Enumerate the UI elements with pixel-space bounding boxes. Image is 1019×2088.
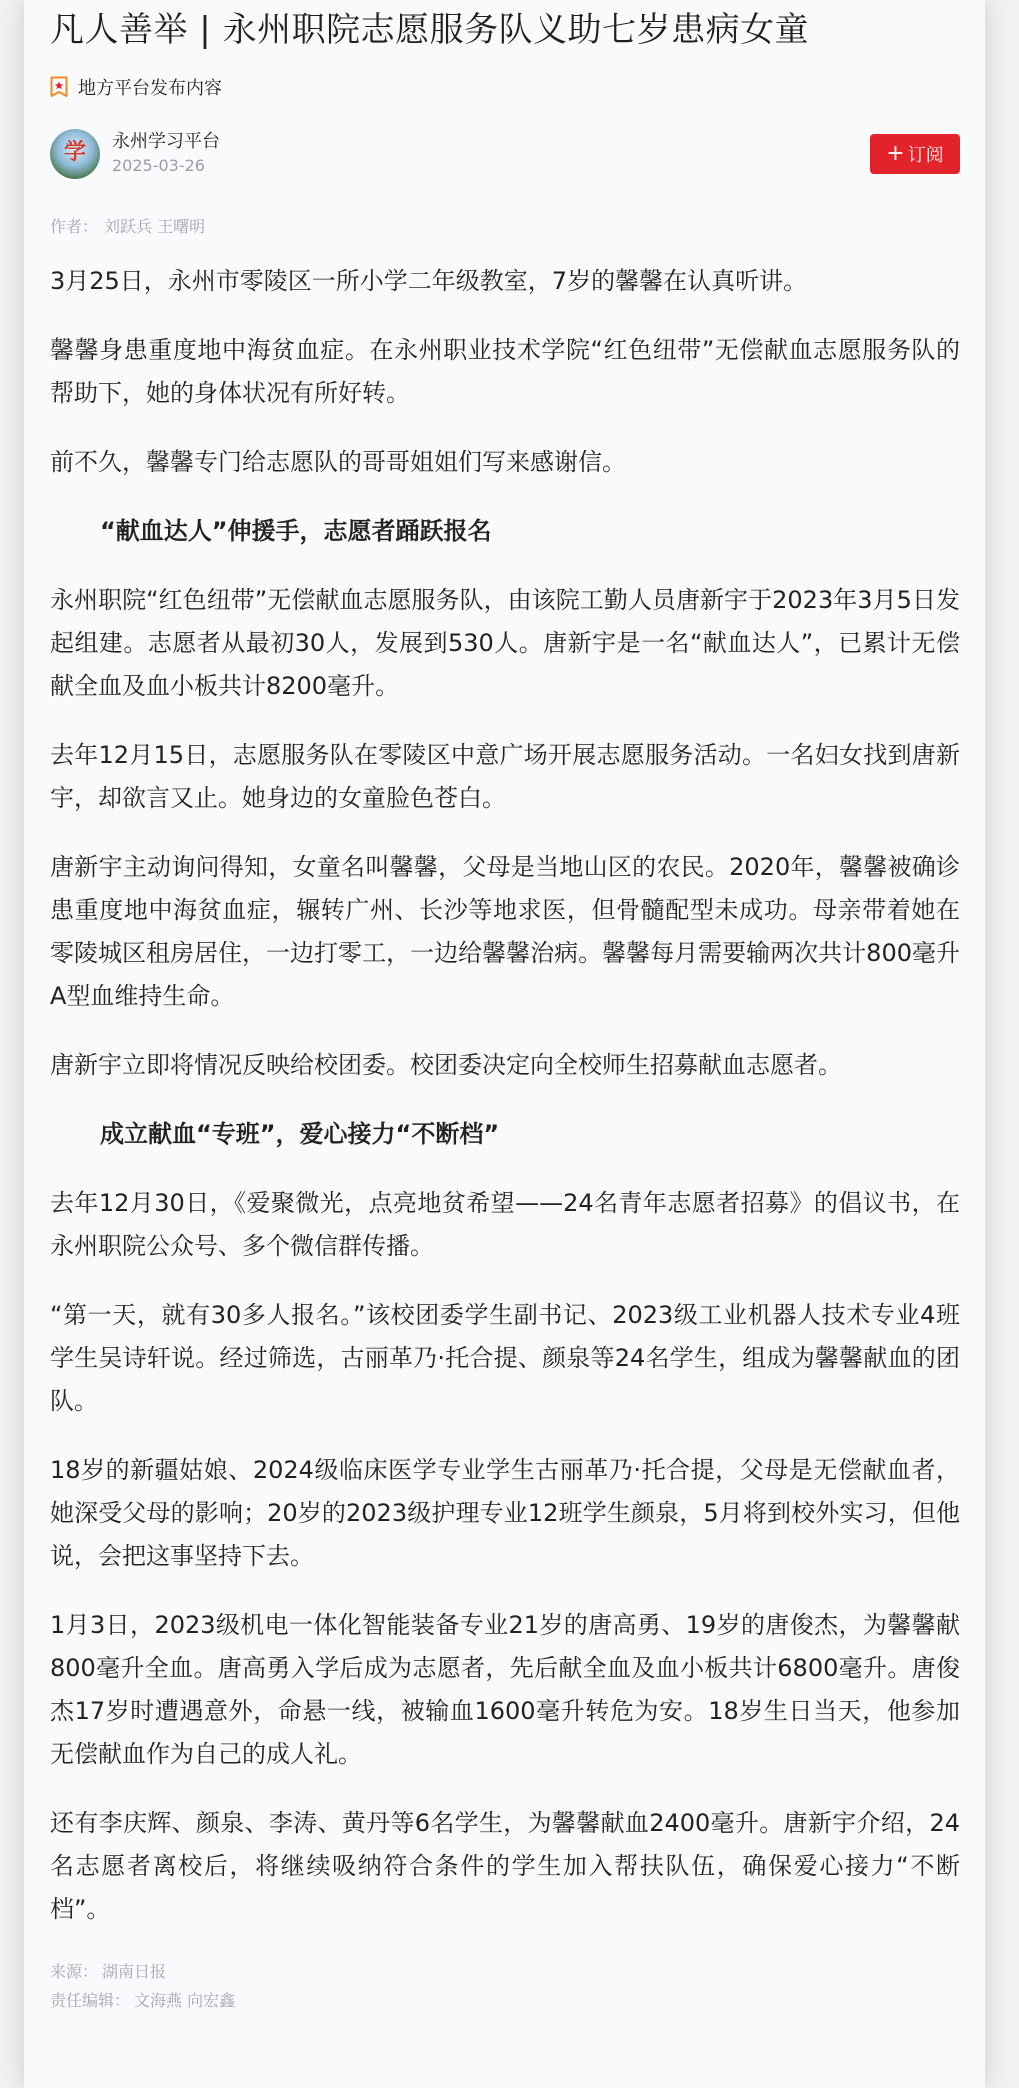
author-row — [50, 126, 960, 182]
paragraph: 去年12月30日，《爱聚微光，点亮地贫希望——24名青年志愿者招募》的倡议书，在永州职院公众号、多个微信群传播。 — [50, 1189, 960, 1260]
section-heading: 成立献血“专班”，爱心接力“不断档” — [100, 1120, 500, 1148]
article-body — [50, 260, 960, 1931]
avatar-logo-mark: 学 — [64, 140, 87, 165]
source-line — [50, 1957, 960, 1986]
paragraph: 1月3日，2023级机电一体化智能装备专业21岁的唐高勇、19岁的唐俊杰，为馨馨献800毫升全血。唐高勇入学后成为志愿者，先后献全血及血小板共计6800毫升。唐俊杰17岁时遭遇意外，命悬一线，被输血1600毫升转危为安。18岁生日当天，他参加无偿献血作为自己的成人礼。 — [50, 1611, 960, 1768]
paragraph: 唐新宇立即将情况反映给校团委。校团委决定向全校师生招募献血志愿者。 — [50, 1051, 842, 1079]
author-name[interactable]: 永州学习平台 — [112, 131, 220, 152]
paragraph: 馨馨身患重度地中海贫血症。在永州职业技术学院“红色纽带”无偿献血志愿服务队的帮助下，她的身体状况有所好转。 — [50, 336, 960, 407]
paragraph: “第一天，就有30多人报名。”该校团委学生副书记、2023级工业机器人技术专业4班学生吴诗轩说。经过筛选，古丽革乃·托合提、颜泉等24名学生，组成为馨馨献血的团队。 — [50, 1301, 960, 1415]
author-meta — [112, 130, 220, 178]
editor-line — [50, 1986, 960, 2015]
editor-value: 文海燕 向宏鑫 — [134, 1991, 236, 2010]
article-footer — [50, 1957, 960, 2015]
paragraph: 18岁的新疆姑娘、2024级临床医学专业学生古丽革乃·托合提，父母是无偿献血者，她深受父母的影响；20岁的2023级护理专业12班学生颜泉，5月将到校外实习，但他说，会把这事坚持下去。 — [50, 1456, 960, 1570]
article-page — [24, 0, 985, 2088]
editor-label: 责任编辑： — [50, 1991, 131, 2010]
platform-tag-label: 地方平台发布内容 — [78, 78, 222, 99]
byline — [50, 216, 960, 238]
byline-label: 作者： — [50, 217, 99, 236]
subscribe-button[interactable] — [870, 134, 960, 174]
source-label: 来源： — [50, 1962, 99, 1981]
paragraph: 前不久，馨馨专门给志愿队的哥哥姐姐们写来感谢信。 — [50, 448, 626, 476]
article-title: 凡人善举 | 永州职院志愿服务队义助七岁患病女童 — [50, 10, 810, 50]
avatar[interactable] — [50, 129, 100, 179]
section-heading: “献血达人”伸援手，志愿者踊跃报名 — [100, 517, 492, 545]
platform-tag — [50, 72, 960, 102]
paragraph: 还有李庆辉、颜泉、李涛、黄丹等6名学生，为馨馨献血2400毫升。唐新宇介绍，24名志愿者离校后，将继续吸纳符合条件的学生加入帮扶队伍，确保爱心接力“不断档”。 — [50, 1809, 960, 1923]
paragraph: 去年12月15日，志愿服务队在零陵区中意广场开展志愿服务活动。一名妇女找到唐新宇，却欲言又止。她身边的女童脸色苍白。 — [50, 741, 960, 812]
byline-names: 刘跃兵 王曙明 — [104, 217, 206, 236]
paragraph: 唐新宇主动询问得知，女童名叫馨馨，父母是当地山区的农民。2020年，馨馨被确诊患重度地中海贫血症，辗转广州、长沙等地求医，但骨髓配型未成功。母亲带着她在零陵城区租房居住，一边打零工，一边给馨馨治病。馨馨每月需要输两次共计800毫升A型血维持生命。 — [50, 853, 960, 1010]
publish-date: 2025-03-26 — [112, 156, 205, 175]
plus-icon: + — [886, 141, 905, 166]
article-container — [24, 6, 985, 2015]
paragraph: 3月25日，永州市零陵区一所小学二年级教室，7岁的馨馨在认真听讲。 — [50, 267, 808, 295]
paragraph: 永州职院“红色纽带”无偿献血志愿服务队，由该院工勤人员唐新宇于2023年3月5日发起组建。志愿者从最初30人，发展到530人。唐新宇是一名“献血达人”，已累计无偿献全血及血小板共计8200毫升。 — [50, 586, 960, 700]
bookmark-star-icon — [50, 76, 68, 98]
subscribe-label: 订阅 — [907, 145, 944, 166]
source-value: 湖南日报 — [102, 1962, 167, 1981]
